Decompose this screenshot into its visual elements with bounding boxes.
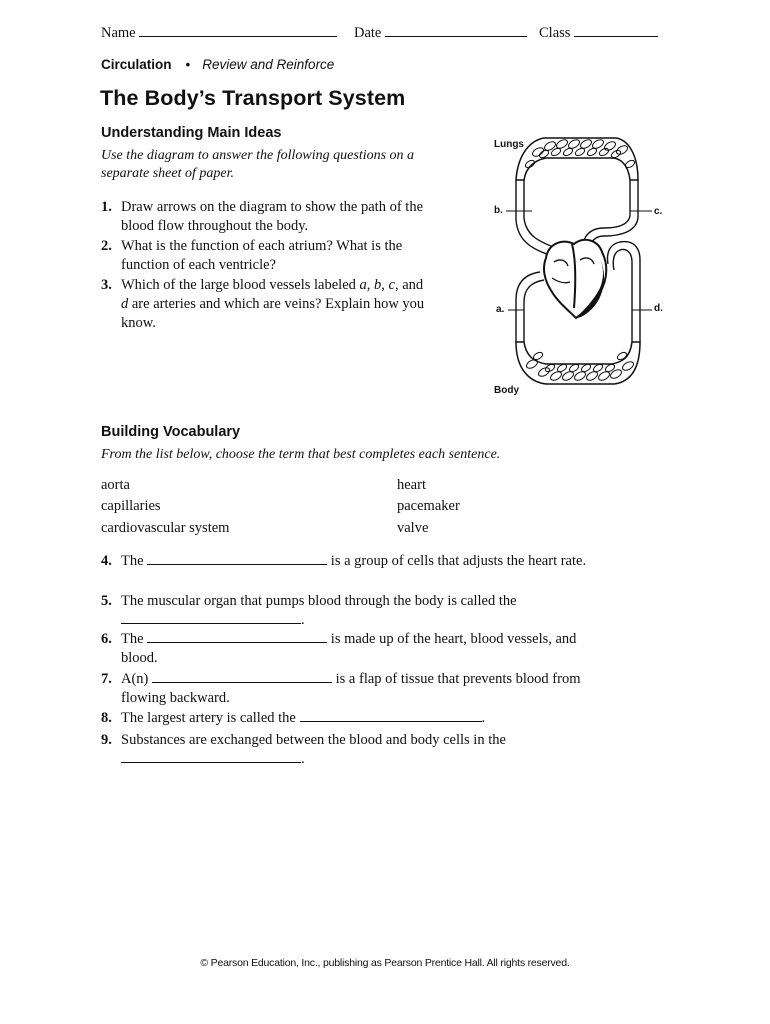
name-label: Name [101, 25, 136, 41]
date-field [354, 24, 527, 42]
sentence-text: The is a group of cells that adjusts the heart rate. [121, 553, 587, 569]
name-field [101, 24, 337, 42]
answer-blank[interactable] [121, 611, 301, 624]
main-ideas-heading: Understanding Main Ideas [101, 125, 282, 141]
class-label: Class [539, 25, 571, 41]
term-valve: valve [397, 520, 429, 536]
sentence-number: 8. [101, 710, 112, 726]
sentence-9 [101, 731, 601, 768]
chapter-section: Review and Reinforce [202, 57, 335, 72]
vocabulary-instructions: From the list below, choose the term that best completes each sentence. [101, 447, 501, 462]
sentence-6 [101, 630, 601, 667]
term-aorta: aorta [101, 477, 130, 493]
class-field [539, 24, 658, 42]
sentence-8 [101, 709, 601, 728]
question-text: Which of the large blood vessels labeled a, b, c, and d are arteries and which are veins? Explain how you know. [121, 277, 425, 331]
question-text: Draw arrows on the diagram to show the path of the blood flow throughout the body. [121, 199, 424, 234]
vocabulary-heading: Building Vocabulary [101, 424, 241, 440]
circulation-diagram [480, 132, 680, 407]
label-a: a. [496, 304, 505, 315]
answer-blank[interactable] [147, 630, 327, 643]
body-capillary-bed [516, 342, 640, 384]
chapter-subject: Circulation [101, 57, 172, 72]
label-d: d. [654, 303, 663, 314]
sentence-number: 6. [101, 631, 112, 647]
name-blank[interactable] [139, 24, 337, 37]
label-c: c. [654, 206, 663, 217]
date-label: Date [354, 25, 382, 41]
sentence-7 [101, 670, 601, 707]
heart [544, 240, 606, 318]
page-title: The Body’s Transport System [100, 86, 406, 110]
answer-blank[interactable] [121, 750, 301, 763]
sentence-number: 9. [101, 732, 112, 748]
sentence-number: 7. [101, 671, 112, 687]
sentence-text: The muscular organ that pumps blood through the body is called the . [121, 593, 517, 628]
sentence-text: Substances are exchanged between the blood and body cells in the . [121, 732, 506, 767]
answer-blank[interactable] [300, 709, 482, 722]
sentence-number: 4. [101, 553, 112, 569]
question-1 [101, 198, 431, 236]
question-number: 2. [101, 238, 112, 254]
term-heart: heart [397, 477, 426, 493]
question-number: 1. [101, 199, 112, 215]
copyright-footer: © Pearson Education, Inc., publishing as Pearson Prentice Hall. All rights reserved. [200, 957, 570, 969]
question-text: What is the function of each atrium? What is the function of each ventricle? [121, 238, 403, 273]
answer-blank[interactable] [147, 552, 327, 565]
sentence-text: A(n) is a flap of tissue that prevents blood from flowing backward. [121, 671, 581, 706]
bullet: • [185, 57, 191, 72]
question-3 [101, 276, 431, 333]
question-number: 3. [101, 277, 112, 293]
sentence-text: The largest artery is called the . [121, 710, 486, 726]
sentence-4 [101, 552, 601, 571]
sentence-number: 5. [101, 593, 112, 609]
main-ideas-instructions: Use the diagram to answer the following questions on a separate sheet of paper. [101, 148, 415, 181]
answer-blank[interactable] [152, 670, 332, 683]
lungs-capillary-bed [516, 138, 638, 180]
term-pacemaker: pacemaker [397, 498, 460, 514]
sentence-5 [101, 592, 601, 629]
class-blank[interactable] [574, 24, 658, 37]
question-2 [101, 237, 431, 275]
term-cardiovascular-system: cardiovascular system [101, 520, 230, 536]
chapter-line [101, 57, 334, 72]
lungs-label: Lungs [494, 139, 524, 150]
date-blank[interactable] [385, 24, 527, 37]
sentence-text: The is made up of the heart, blood vessels, and blood. [121, 631, 577, 666]
body-label: Body [494, 385, 519, 396]
label-b: b. [494, 205, 503, 216]
term-capillaries: capillaries [101, 498, 161, 514]
